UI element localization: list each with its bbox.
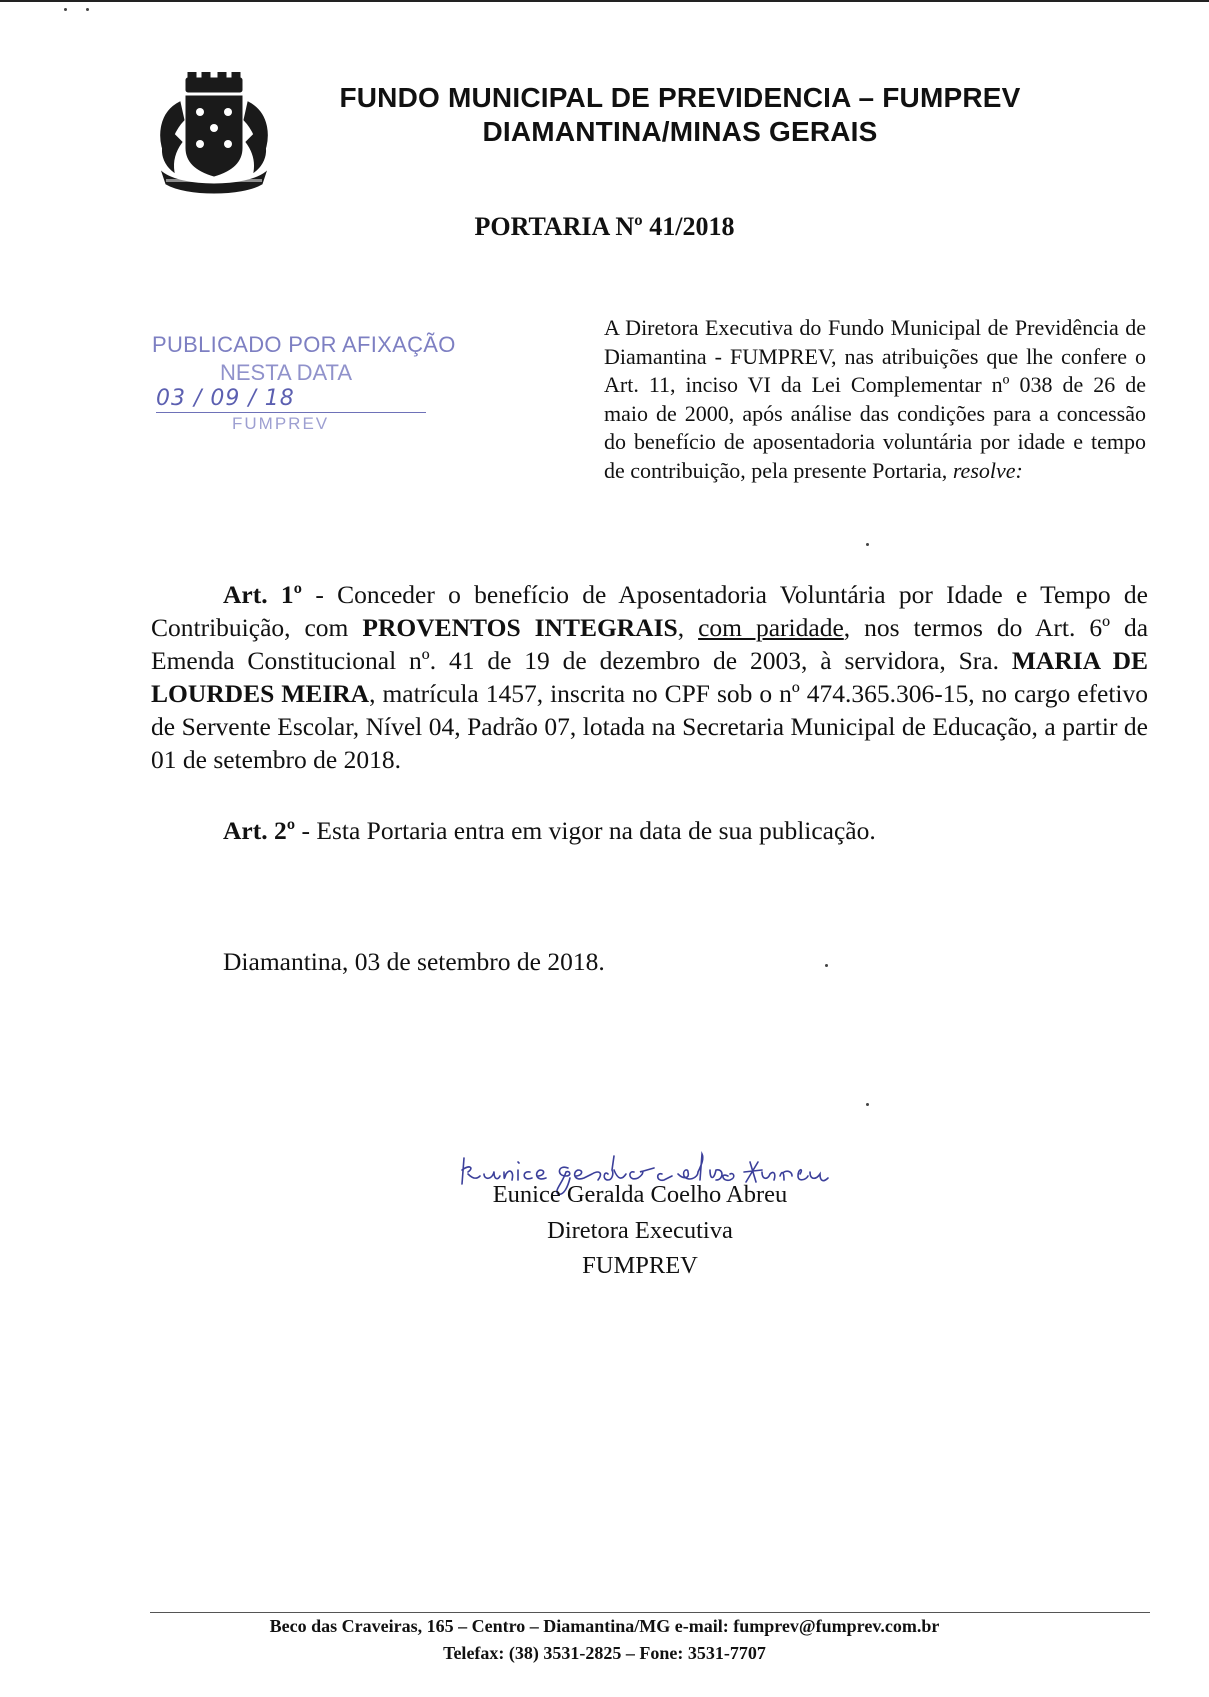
scan-speck	[64, 8, 67, 11]
signatory-org: FUMPREV	[582, 1252, 698, 1279]
article-1	[151, 578, 1148, 776]
stamp-underline	[156, 412, 426, 413]
stamp-line-published: PUBLICADO POR AFIXAÇÃO	[152, 332, 456, 357]
signatory-name: Eunice Geralda Coelho Abreu	[492, 1181, 788, 1208]
municipal-coat-of-arms-icon	[152, 72, 276, 196]
article-1-label: Art. 1º	[223, 580, 303, 609]
article-1-proventos: PROVENTOS INTEGRAIS	[362, 613, 678, 642]
footer-divider	[150, 1612, 1150, 1613]
place-and-date: Diamantina, 03 de setembro de 2018.	[223, 947, 605, 976]
article-1-paridade: com paridade	[698, 613, 844, 642]
article-1-text-a: - Conceder o benefício de Aposentadoria Voluntária por Idade e Tempo de Contribuição, com	[151, 580, 1148, 642]
intro-paragraph	[604, 314, 1146, 485]
footer-phones: Telefax: (38) 3531-2825 – Fone: 3531-7707	[443, 1643, 766, 1663]
intro-resolve: resolve:	[952, 457, 1023, 483]
publication-stamp	[148, 330, 456, 440]
article-2-label: Art. 2º	[223, 816, 296, 845]
article-2	[223, 814, 1153, 847]
scan-speck	[825, 964, 828, 967]
stamp-line-org: FUMPREV	[232, 414, 330, 433]
article-1-text-c: , nos termos do Art. 6º da Emenda Constitucional nº. 41 de 19 de dezembro de 2003, à servidora, Sra.	[151, 613, 1149, 675]
article-1-text-d: , matrícula 1457, inscrita no CPF sob o nº 474.365.306-15, no cargo efetivo de Servente Escolar, Nível 04, Padrão 07, lotada na Secretaria Municipal de Educação, a partir de 01 de setembro de 2018.	[151, 679, 1148, 774]
stamp-line-date-label: NESTA DATA	[220, 360, 353, 385]
scan-speck	[86, 8, 89, 11]
scan-speck	[866, 543, 869, 546]
scan-speck	[866, 1103, 869, 1106]
article-2-text: - Esta Portaria entra em vigor na data de sua publicação.	[295, 816, 876, 845]
header-institution-name: FUNDO MUNICIPAL DE PREVIDENCIA – FUMPREV	[339, 82, 1021, 113]
intro-text: A Diretora Executiva do Fundo Municipal de Previdência de Diamantina - FUMPREV, nas atribuições que lhe confere o Art. 11, inciso VI da Lei Complementar nº 038 de 26 de maio de 2000, após análise das condições para a concessão do benefício de aposentadoria voluntária por idade e tempo de contribuição, pela presente Portaria,	[604, 315, 1146, 483]
article-1-employee-name: MARIA DE LOURDES MEIRA	[151, 646, 1148, 708]
header-city-state: DIAMANTINA/MINAS GERAIS	[482, 116, 878, 147]
footer-address: Beco das Craveiras, 165 – Centro – Diamantina/MG e-mail: fumprev@fumprev.com.br	[269, 1616, 940, 1636]
stamp-handwritten-date: 03 / 09 / 18	[156, 386, 295, 411]
document-title: PORTARIA Nº 41/2018	[474, 212, 735, 241]
article-1-text-b: ,	[677, 613, 699, 642]
page-top-border	[0, 0, 1209, 2]
signatory-role: Diretora Executiva	[547, 1217, 733, 1244]
